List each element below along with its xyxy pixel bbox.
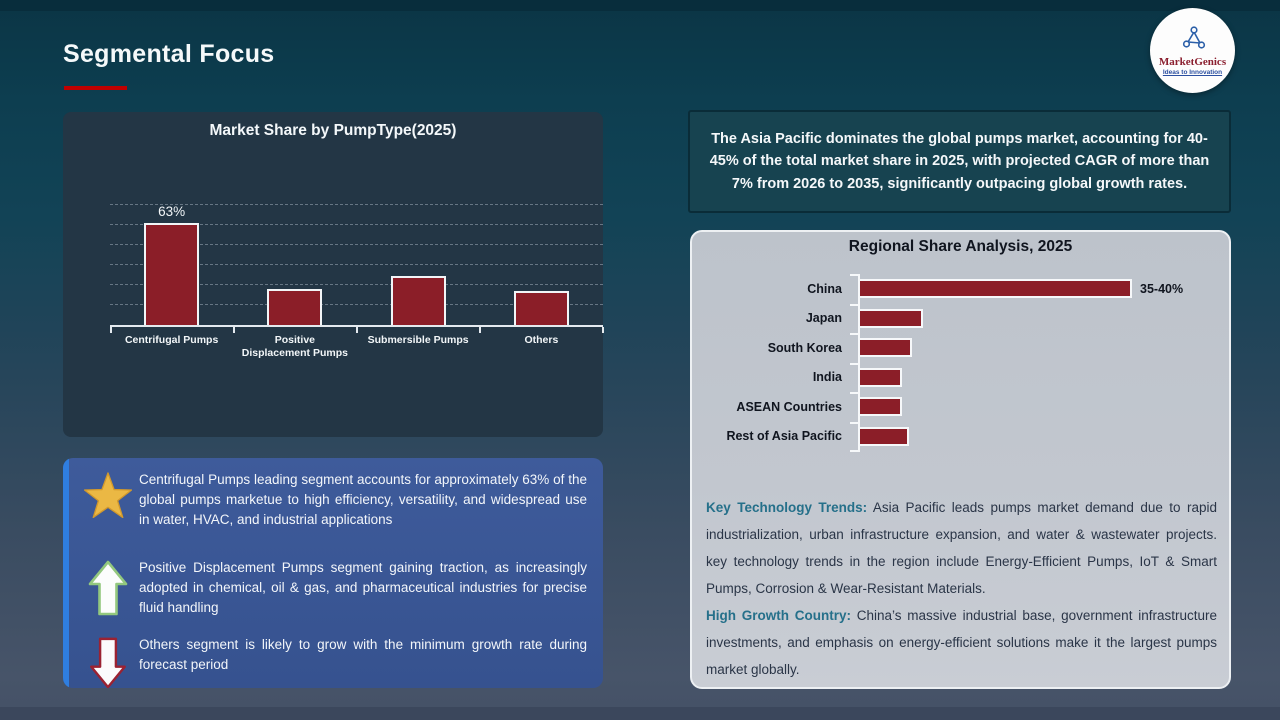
highlight-text: The Asia Pacific dominates the global pumps market, accounting for 40-45% of the total market share in 2025, with projected CAGR of more than 7% from 2026 to 2035, significantly outpacing global growth rates. (709, 130, 1210, 192)
segment-insights-box (63, 458, 603, 688)
insight-text: Others segment is likely to grow with the minimum growth rate during forecast period (139, 636, 587, 672)
note-text: China’s massive industrial base, government infrastructure investments, and emphasis on energy-efficient solutions make it the largest pumps market globally. (706, 608, 1217, 677)
bar-data-label: 35-40% (1140, 281, 1184, 296)
insights-left-stripe (63, 458, 69, 688)
title-underline (64, 86, 127, 90)
region-label: Japan (805, 311, 842, 326)
insight-row (77, 470, 587, 529)
molecule-icon (1178, 25, 1208, 56)
bar-south-korea (858, 338, 912, 357)
note-text: Asia Pacific leads pumps market demand due to rapid industrialization, urban infrastructure expansion, and water & wastewater projects. key technology trends in the region include Energy-Efficient Pumps, IoT & Smart Pumps, Corrosion & Wear-Resistant Materials. (706, 500, 1218, 596)
category-label: Others (524, 334, 559, 346)
note-paragraph (706, 494, 1217, 602)
bar-centrifugal-pumps (144, 223, 199, 325)
axis-tick (233, 327, 235, 333)
bar-china (858, 279, 1132, 298)
pump-type-chart-plot (110, 197, 603, 325)
axis-tick (356, 327, 358, 333)
bar-submersible-pumps (391, 276, 446, 325)
pump-type-chart-title: Market Share by PumpType(2025) (209, 122, 457, 139)
company-logo (1150, 8, 1235, 93)
axis-tick (110, 327, 112, 333)
category-label: Positive Displacement Pumps (241, 334, 348, 359)
bar-slot (233, 197, 356, 325)
bar-others (514, 291, 569, 325)
bottom-edge-strip (0, 707, 1280, 720)
region-label: China (807, 281, 842, 296)
insight-text: Positive Displacement Pumps segment gaining traction, as increasingly adopted in chemical, oil & gas, and pharmaceutical industries for precise fluid handling (139, 560, 587, 615)
region-label: India (812, 370, 842, 385)
asia-pacific-highlight-box (688, 110, 1231, 213)
bar-slot (480, 197, 603, 325)
regional-notes (706, 494, 1217, 683)
bar-positive-displacement-pumps (267, 289, 322, 325)
note-label: Key Technology Trends: (706, 500, 868, 515)
bar-asean-countries (858, 397, 902, 416)
top-edge-strip (0, 0, 1280, 11)
region-label: ASEAN Countries (736, 399, 842, 414)
star-icon (77, 470, 139, 518)
chart-row (692, 333, 1229, 363)
note-label: High Growth Country: (706, 608, 851, 623)
category-label: Submersible Pumps (367, 334, 469, 346)
insight-row (77, 635, 587, 688)
region-label: Rest of Asia Pacific (726, 429, 842, 444)
chart-row (692, 422, 1229, 452)
bar-india (858, 368, 902, 387)
logo-tagline: Ideas to Innovation (1162, 69, 1223, 76)
chart-row (692, 274, 1229, 304)
axis-tick (602, 327, 604, 333)
page-title: Segmental Focus (63, 40, 275, 68)
regional-chart-rows (692, 274, 1229, 451)
chart-row (692, 363, 1229, 393)
chart-row (692, 392, 1229, 422)
bar-rest-of-asia-pacific (858, 427, 909, 446)
up-arrow-icon (77, 558, 139, 616)
axis-tick (479, 327, 481, 333)
pump-type-chart-panel (63, 112, 603, 437)
bar-japan (858, 309, 923, 328)
category-label: Centrifugal Pumps (124, 334, 219, 346)
insight-text: Centrifugal Pumps leading segment accounts for approximately 63% of the global pumps marketue to high efficiency, versatility, and widespread use in water, HVAC, and industrial applications (139, 472, 587, 527)
chart-row (692, 304, 1229, 334)
insight-row (77, 558, 587, 617)
bar-data-label: 63% (158, 204, 186, 219)
regional-analysis-panel (690, 230, 1231, 689)
bar-slot (357, 197, 480, 325)
logo-name: MarketGenics (1158, 56, 1227, 68)
region-label: South Korea (767, 340, 842, 355)
regional-chart-title: Regional Share Analysis, 2025 (848, 238, 1073, 255)
down-arrow-icon (77, 635, 139, 688)
bar-slot (110, 197, 233, 325)
note-paragraph (706, 602, 1217, 683)
